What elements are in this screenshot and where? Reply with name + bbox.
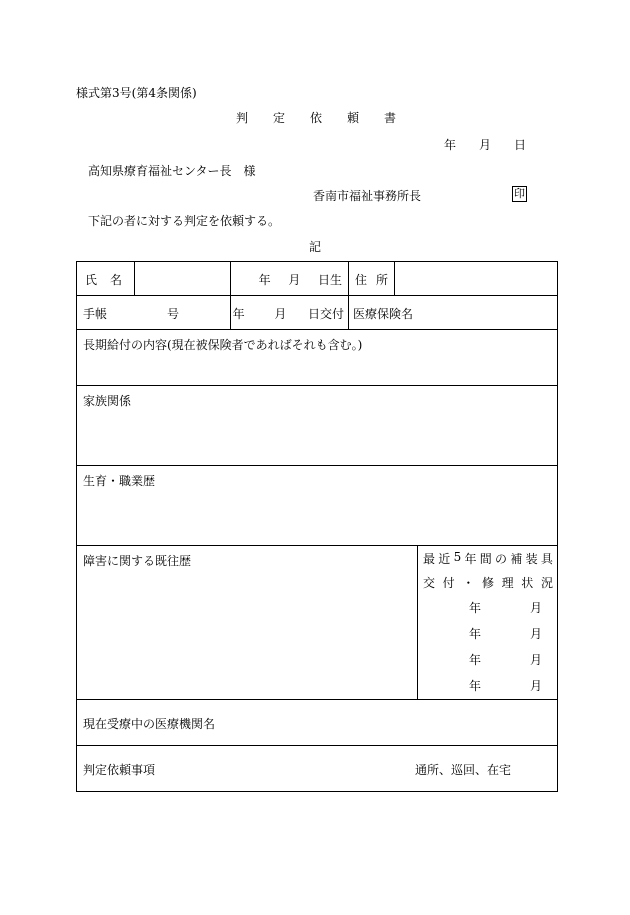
career-cell[interactable] [77, 466, 558, 546]
recent-char: 修 [481, 576, 494, 590]
ki-heading: 記 [309, 240, 322, 254]
issue-month: 月 [274, 307, 287, 321]
row-history [77, 546, 558, 700]
recent-char: ・ [462, 576, 475, 590]
history-cell[interactable] [77, 546, 418, 700]
techo-number: 号 [167, 307, 180, 321]
document-title [236, 109, 396, 126]
recent-date-row [423, 677, 553, 699]
clinic-label: 現在受療中の医療機関名 [83, 717, 216, 731]
name-label-cell [77, 262, 135, 296]
recent-prosthetics-cell[interactable] [418, 546, 558, 700]
recent-char: 近 [438, 552, 451, 566]
recent-year: 年 [469, 601, 482, 615]
request-items-label: 判定依頼事項 [83, 763, 156, 777]
name-value-cell[interactable] [135, 262, 231, 296]
row-long-term [77, 330, 558, 386]
history-label: 障害に関する既往歴 [83, 554, 192, 568]
request-options: 通所、巡回、在宅 [415, 763, 512, 777]
row-request-items [77, 746, 558, 792]
date-month: 月 [478, 138, 491, 152]
career-label: 生育・職業歴 [83, 474, 156, 488]
insurance-cell[interactable] [349, 296, 558, 330]
recent-char: 最 [423, 552, 436, 566]
request-items-cell[interactable] [77, 746, 558, 792]
title-char: 書 [383, 111, 396, 125]
recent-char: 5 [453, 550, 462, 564]
recent-char: 交 [423, 576, 436, 590]
birth-month: 月 [288, 273, 301, 287]
row-name [77, 262, 558, 296]
address-value-cell[interactable] [395, 262, 558, 296]
recent-char: 年 [464, 552, 477, 566]
issue-year: 年 [232, 307, 245, 321]
recent-char: 装 [525, 552, 538, 566]
recent-char: 状 [521, 576, 534, 590]
address-label-cell [349, 262, 395, 296]
recent-month: 月 [530, 627, 543, 641]
title-char: 依 [309, 111, 322, 125]
seal-stamp [512, 186, 527, 202]
recent-label-line-1 [423, 550, 553, 567]
recent-month: 月 [530, 679, 543, 693]
recent-year: 年 [469, 653, 482, 667]
name-label-char: 名 [109, 273, 122, 287]
address-label-char: 住 [355, 273, 368, 287]
birth-day: 日生 [317, 273, 342, 287]
recent-char: 付 [442, 576, 455, 590]
title-char: 定 [272, 111, 285, 125]
recent-year: 年 [469, 627, 482, 641]
title-char: 頼 [346, 111, 359, 125]
form-number: 様式第3号(第4条関係) [76, 86, 197, 100]
request-text: 下記の者に対する判定を依頼する。 [88, 214, 281, 228]
address-label-char: 所 [375, 273, 388, 287]
recent-char: 況 [540, 576, 553, 590]
sender: 香南市福祉事務所長 [313, 189, 422, 203]
family-label: 家族関係 [83, 394, 132, 408]
recent-label-line-2 [423, 574, 553, 591]
recent-date-row [423, 625, 553, 651]
recent-month: 月 [530, 653, 543, 667]
recent-date-row [423, 599, 553, 625]
techo-label: 手帳 [83, 307, 108, 321]
techo-cell[interactable] [77, 296, 231, 330]
date-year: 年 [444, 138, 457, 152]
row-clinic [77, 700, 558, 746]
name-label-char: 氏 [85, 273, 98, 287]
recent-char: 間 [479, 552, 492, 566]
family-cell[interactable] [77, 386, 558, 466]
insurance-label: 医療保険名 [353, 307, 414, 321]
long-term-cell[interactable] [77, 330, 558, 386]
recent-char: 補 [510, 552, 523, 566]
birth-year: 年 [258, 273, 271, 287]
issue-date-cell[interactable] [231, 296, 349, 330]
clinic-cell[interactable] [77, 700, 558, 746]
issue-day: 日交付 [307, 307, 344, 321]
title-char: 判 [236, 111, 249, 125]
row-career [77, 466, 558, 546]
date-line [444, 136, 526, 153]
recent-date-row [423, 651, 553, 677]
long-term-label: 長期給付の内容(現在被保険者であればそれも含む。) [83, 338, 363, 352]
seal-char: 印 [514, 187, 525, 200]
recent-char: 具 [540, 552, 553, 566]
recent-char: 理 [501, 576, 514, 590]
recent-year: 年 [469, 679, 482, 693]
row-techo [77, 296, 558, 330]
request-form-table [76, 261, 558, 792]
recent-char: の [495, 552, 508, 566]
birthdate-cell[interactable] [231, 262, 349, 296]
addressee: 高知県療育福祉センター長 様 [88, 164, 256, 178]
date-day: 日 [513, 138, 526, 152]
row-family [77, 386, 558, 466]
recent-month: 月 [530, 601, 543, 615]
